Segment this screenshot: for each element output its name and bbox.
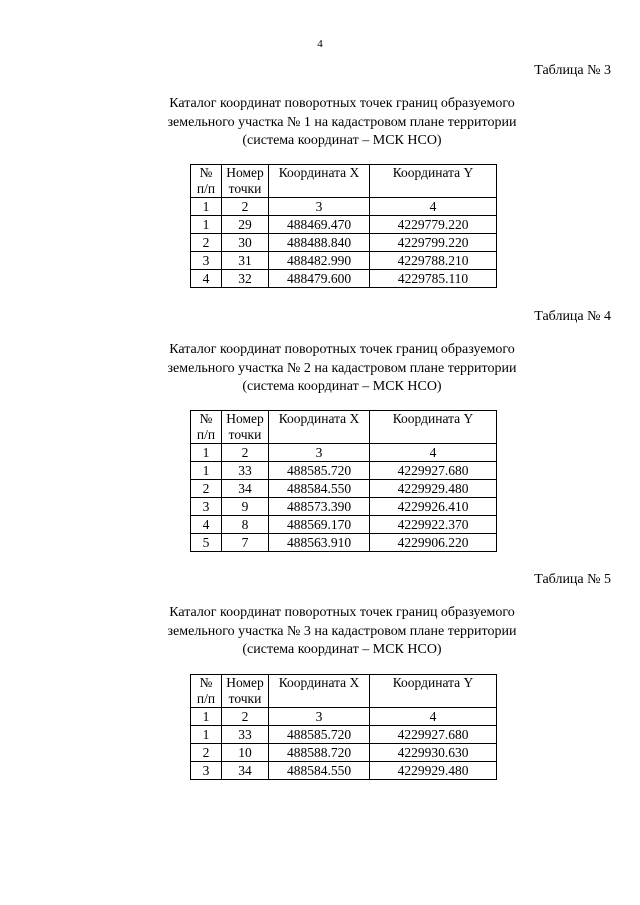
cell-point-number: 9 <box>222 498 269 516</box>
cell-coord-x: 488563.910 <box>269 534 370 552</box>
header-text: точки <box>228 427 262 442</box>
header-coord-y: Координата Y <box>370 675 497 708</box>
header-text: № <box>199 411 213 426</box>
table-row <box>191 498 497 516</box>
cell-point-number: 10 <box>222 744 269 762</box>
caption-line: земельного участка № 2 на кадастровом плане территории <box>167 360 517 376</box>
page-number: 4 <box>317 38 323 50</box>
cell-coord-x: 488585.720 <box>269 462 370 480</box>
column-number-row <box>191 708 497 726</box>
cell-coord-y: 4229788.210 <box>370 252 497 270</box>
cell-point-number: 32 <box>222 270 269 288</box>
cell-coord-x: 488569.170 <box>269 516 370 534</box>
header-number <box>191 165 222 198</box>
table-row <box>191 726 497 744</box>
cell-index: 1 <box>191 726 222 744</box>
header-text: точки <box>228 691 262 706</box>
cell-index: 1 <box>191 444 222 462</box>
cell-point-number: 34 <box>222 480 269 498</box>
cell-index: 3 <box>191 762 222 780</box>
cell-coord-y: 4229929.480 <box>370 762 497 780</box>
header-coord-x: Координата X <box>269 411 370 444</box>
header-text: п/п <box>196 181 216 196</box>
table-row <box>191 234 497 252</box>
header-coord-x: Координата X <box>269 165 370 198</box>
cell-point-number: 29 <box>222 216 269 234</box>
caption-line: (система координат – МСК НСО) <box>242 133 442 148</box>
cell-coord-y: 4229930.630 <box>370 744 497 762</box>
cell-index: 2 <box>191 234 222 252</box>
cell-coord-y: 4229785.110 <box>370 270 497 288</box>
header-text: точки <box>228 181 262 196</box>
cell-coord-y: 4229926.410 <box>370 498 497 516</box>
table-caption <box>0 95 640 151</box>
table-row <box>191 252 497 270</box>
cell-point-number: 8 <box>222 516 269 534</box>
cell-coord-x: 488584.550 <box>269 480 370 498</box>
cell-coord-y: 4229906.220 <box>370 534 497 552</box>
caption-line: (система координат – МСК НСО) <box>242 642 442 657</box>
table-row <box>191 762 497 780</box>
cell-coord-y: 4 <box>370 198 497 216</box>
column-number-row <box>191 198 497 216</box>
caption-line: Каталог координат поворотных точек границ образуемого <box>169 342 515 357</box>
cell-index: 1 <box>191 198 222 216</box>
cell-coord-y: 4229922.370 <box>370 516 497 534</box>
table-caption <box>0 341 640 397</box>
caption-line: земельного участка № 1 на кадастровом плане территории <box>167 114 517 130</box>
cell-coord-x: 488584.550 <box>269 762 370 780</box>
caption-line: (система координат – МСК НСО) <box>242 379 442 394</box>
cell-coord-x: 3 <box>269 198 370 216</box>
cell-point-number: 34 <box>222 762 269 780</box>
cell-index: 2 <box>191 744 222 762</box>
cell-coord-x: 488588.720 <box>269 744 370 762</box>
cell-point-number: 33 <box>222 726 269 744</box>
cell-point-number: 33 <box>222 462 269 480</box>
table-row <box>191 516 497 534</box>
table-label: Таблица № 5 <box>534 572 611 587</box>
header-text: п/п <box>196 427 216 442</box>
coordinates-table <box>190 164 497 288</box>
cell-point-number: 2 <box>222 708 269 726</box>
cell-index: 1 <box>191 462 222 480</box>
cell-index: 2 <box>191 480 222 498</box>
cell-index: 3 <box>191 252 222 270</box>
table-caption <box>0 604 640 660</box>
cell-point-number: 2 <box>222 444 269 462</box>
table-row <box>191 480 497 498</box>
header-coord-x: Координата X <box>269 675 370 708</box>
table-row <box>191 216 497 234</box>
table-header-row <box>191 165 497 198</box>
cell-index: 1 <box>191 216 222 234</box>
cell-coord-x: 488479.600 <box>269 270 370 288</box>
header-coord-y: Координата Y <box>370 411 497 444</box>
header-point <box>222 411 269 444</box>
caption-line: земельного участка № 3 на кадастровом плане территории <box>167 623 517 639</box>
table-header-row <box>191 675 497 708</box>
coordinates-table <box>190 674 497 780</box>
header-number <box>191 411 222 444</box>
cell-index: 4 <box>191 270 222 288</box>
header-point <box>222 165 269 198</box>
table-row <box>191 534 497 552</box>
header-text: № <box>199 165 213 180</box>
cell-coord-y: 4 <box>370 708 497 726</box>
cell-coord-x: 488585.720 <box>269 726 370 744</box>
cell-coord-y: 4229927.680 <box>370 726 497 744</box>
cell-coord-y: 4229929.480 <box>370 480 497 498</box>
header-coord-y: Координата Y <box>370 165 497 198</box>
header-text: № <box>199 675 213 690</box>
cell-coord-y: 4229779.220 <box>370 216 497 234</box>
cell-coord-x: 488573.390 <box>269 498 370 516</box>
cell-coord-y: 4229799.220 <box>370 234 497 252</box>
cell-coord-x: 488469.470 <box>269 216 370 234</box>
cell-coord-y: 4 <box>370 444 497 462</box>
cell-index: 1 <box>191 708 222 726</box>
table-label: Таблица № 3 <box>534 63 611 78</box>
header-text: Номер <box>226 165 264 180</box>
table-row <box>191 270 497 288</box>
cell-coord-x: 488488.840 <box>269 234 370 252</box>
header-point <box>222 675 269 708</box>
cell-coord-y: 4229927.680 <box>370 462 497 480</box>
cell-point-number: 31 <box>222 252 269 270</box>
coordinates-table <box>190 410 497 552</box>
table-row <box>191 744 497 762</box>
column-number-row <box>191 444 497 462</box>
header-text: Номер <box>226 411 264 426</box>
cell-index: 5 <box>191 534 222 552</box>
header-number <box>191 675 222 708</box>
header-text: п/п <box>196 691 216 706</box>
caption-line: Каталог координат поворотных точек границ образуемого <box>169 96 515 111</box>
cell-point-number: 7 <box>222 534 269 552</box>
cell-point-number: 30 <box>222 234 269 252</box>
cell-index: 4 <box>191 516 222 534</box>
caption-line: Каталог координат поворотных точек границ образуемого <box>169 605 515 620</box>
cell-point-number: 2 <box>222 198 269 216</box>
cell-index: 3 <box>191 498 222 516</box>
cell-coord-x: 488482.990 <box>269 252 370 270</box>
cell-coord-x: 3 <box>269 708 370 726</box>
cell-coord-x: 3 <box>269 444 370 462</box>
table-label: Таблица № 4 <box>534 309 611 324</box>
table-row <box>191 462 497 480</box>
table-header-row <box>191 411 497 444</box>
header-text: Номер <box>226 675 264 690</box>
